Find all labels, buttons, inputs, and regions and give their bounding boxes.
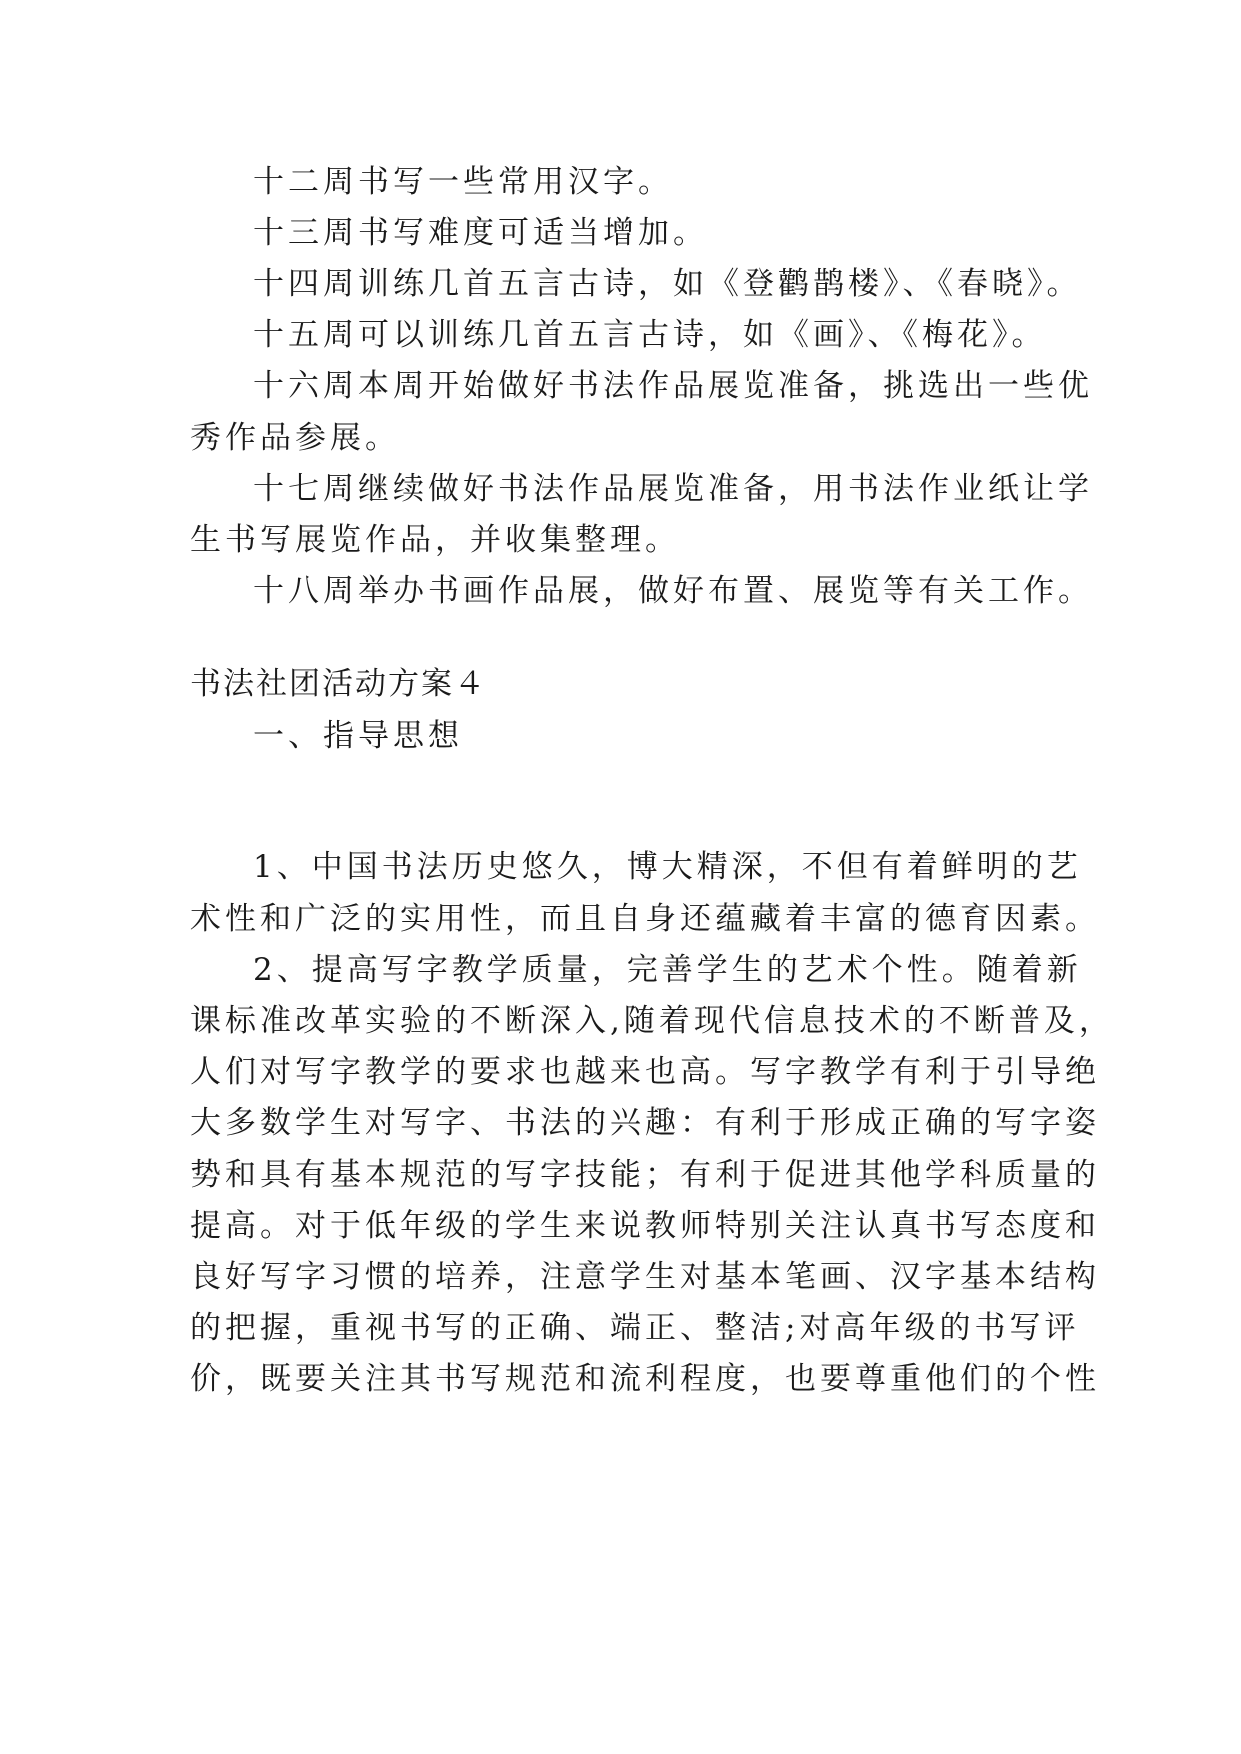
- paragraph-week-12: 十二周书写一些常用汉字。: [253, 164, 673, 200]
- body-line-3: 2、提高写字教学质量，完善学生的艺术个性。随着新: [253, 952, 1082, 988]
- body-line-11: 价，既要关注其书写规范和流利程度，也要尊重他们的个性: [190, 1361, 1100, 1397]
- paragraph-week-14: 十四周训练几首五言古诗，如《登鹳鹊楼》、《春晓》。: [253, 266, 1082, 302]
- body-line-2: 术性和广泛的实用性，而且自身还蕴藏着丰富的德育因素。: [190, 901, 1100, 937]
- paragraph-week-16-line-2: 秀作品参展。: [190, 420, 400, 456]
- section-title: 书法社团活动方案４: [190, 666, 487, 702]
- paragraph-week-17-line-2: 生书写展览作品，并收集整理。: [190, 522, 680, 558]
- body-line-6: 大多数学生对写字、书法的兴趣：有利于形成正确的写字姿: [190, 1105, 1100, 1141]
- body-line-8: 提高。对于低年级的学生来说教师特别关注认真书写态度和: [190, 1208, 1100, 1244]
- paragraph-week-18: 十八周举办书画作品展，做好布置、展览等有关工作。: [253, 573, 1093, 609]
- body-line-4: 课标准改革实验的不断深入,随着现代信息技术的不断普及，: [190, 1003, 1114, 1039]
- body-line-5: 人们对写字教学的要求也越来也高。写字教学有利于引导绝: [190, 1054, 1100, 1090]
- body-line-9: 良好写字习惯的培养，注意学生对基本笔画、汉字基本结构: [190, 1259, 1100, 1295]
- body-line-1: 1、中国书法历史悠久，博大精深，不但有着鲜明的艺: [253, 849, 1082, 885]
- paragraph-week-13: 十三周书写难度可适当增加。: [253, 215, 708, 251]
- subsection-title: 一、指导思想: [253, 718, 463, 754]
- body-line-10: 的把握，重视书写的正确、端正、整洁;对高年级的书写评: [190, 1310, 1080, 1346]
- paragraph-week-15: 十五周可以训练几首五言古诗，如《画》、《梅花》。: [253, 317, 1047, 353]
- paragraph-week-17-line-1: 十七周继续做好书法作品展览准备，用书法作业纸让学: [253, 471, 1093, 507]
- paragraph-week-16-line-1: 十六周本周开始做好书法作品展览准备，挑选出一些优: [253, 368, 1093, 404]
- body-line-7: 势和具有基本规范的写字技能；有利于促进其他学科质量的: [190, 1157, 1100, 1193]
